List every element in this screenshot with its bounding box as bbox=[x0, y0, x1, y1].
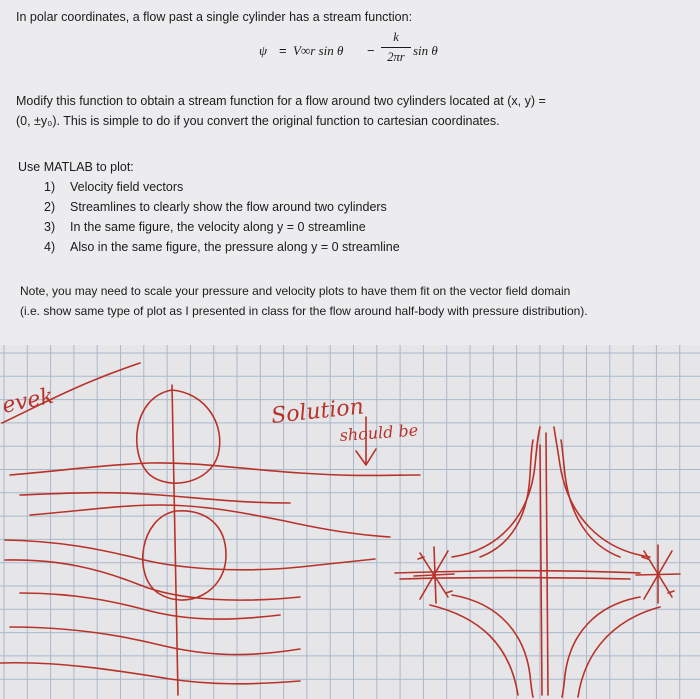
doublet-term: sin θ bbox=[413, 43, 438, 58]
modify-text-line-1: Modify this function to obtain a stream function for a flow around two cylinders located at (x, y) = bbox=[16, 94, 546, 108]
task-number: 2) bbox=[44, 200, 56, 214]
intro-text: In polar coordinates, a flow past a single cylinder has a stream function: bbox=[16, 10, 413, 24]
task-text: Velocity field vectors bbox=[70, 180, 184, 194]
graph-paper-sketch bbox=[0, 345, 700, 699]
note-text-line-1: Note, you may need to scale your pressure and velocity plots to have them fit on the vector field domain bbox=[20, 284, 571, 298]
task-number: 1) bbox=[44, 180, 56, 194]
uniform-flow-term: V∞r sin θ bbox=[293, 43, 344, 58]
fraction-bar bbox=[381, 47, 411, 48]
task-text: Streamlines to clearly show the flow around two cylinders bbox=[70, 200, 387, 214]
modify-text-line-2: (0, ±y₀). This is simple to do if you convert the original function to cartesian coordinates. bbox=[16, 114, 500, 128]
fraction-numerator: k bbox=[393, 30, 399, 44]
use-matlab-heading: Use MATLAB to plot: bbox=[18, 160, 134, 174]
problem-text-area bbox=[0, 0, 700, 345]
handwritten-should-be: should be bbox=[338, 420, 419, 445]
handwritten-left-word: evek bbox=[0, 383, 56, 419]
minus-sign: − bbox=[367, 43, 375, 58]
task-text: In the same figure, the velocity along y = 0 streamline bbox=[70, 220, 366, 234]
handwritten-solution-word: Solution bbox=[270, 394, 365, 429]
fraction-denominator: 2πr bbox=[387, 50, 405, 64]
note-text-line-2: (i.e. show same type of plot as I presented in class for the flow around half-body with pressure distribution). bbox=[20, 304, 588, 318]
task-number: 3) bbox=[44, 220, 56, 234]
psi-symbol: ψ bbox=[259, 43, 268, 58]
task-number: 4) bbox=[44, 240, 56, 254]
task-text: Also in the same figure, the pressure along y = 0 streamline bbox=[70, 240, 400, 254]
equals-sign: = bbox=[279, 43, 287, 58]
